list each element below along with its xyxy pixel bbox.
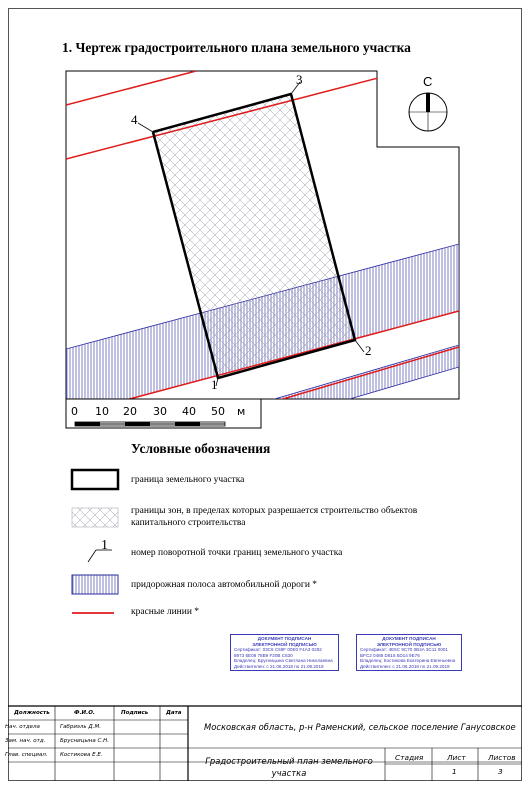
scale-bar: [66, 399, 261, 428]
page-title: 1. Чертеж градостроительного плана земельного участка: [62, 40, 411, 55]
tb-sheet-number: 1: [452, 767, 457, 776]
legend-sample-point: [88, 538, 112, 562]
scale-tick: 30: [153, 405, 167, 418]
scale-tick: 0: [71, 405, 78, 418]
legend-roadside-label: придорожная полоса автомобильной дороги *: [131, 580, 318, 590]
north-arrow-icon: [409, 93, 447, 131]
svg-text:1: 1: [101, 538, 108, 553]
scale-unit: м: [237, 405, 246, 418]
legend-parcel-label: граница земельного участка: [131, 475, 245, 485]
tb-header-signature: Подпись: [121, 710, 149, 716]
tb-row-name: Костикова Е.Е.: [60, 752, 103, 758]
tb-row-name: Брусницына С.Н.: [60, 738, 109, 744]
tb-document-name: Градостроительный план земельного участка: [205, 756, 373, 778]
scale-tick: 50: [211, 405, 225, 418]
tb-sheet-label: Лист: [447, 753, 466, 762]
scale-tick: 40: [182, 405, 196, 418]
legend-redline-label: красные линии *: [131, 607, 200, 617]
tb-header-date: Дата: [166, 710, 182, 716]
tb-sheets-label: Листов: [488, 753, 516, 762]
tb-sheets-count: 3: [498, 767, 503, 776]
legend-sample-zone: [72, 508, 118, 527]
tb-row-name: Габриэль Д.М.: [60, 724, 101, 730]
tb-header-position: Должность: [14, 710, 50, 716]
tb-header-name: Ф.И.О.: [74, 710, 96, 716]
tb-location: Московская область, р-н Раменский, сельское поселение Ганусовское: [204, 722, 516, 732]
legend-zone-label: границы зон, в пределах которых разрешается строительство объектов капитального строительства: [131, 506, 418, 528]
signature-stamp-2: ДОКУМЕНТ ПОДПИСАН ЭЛЕКТРОННОЙ ПОДПИСЬЮ Сертификат: 4E5C 9C70 0B4A 3C11 0001 BFC2 0488 D816 5D14 9E76 Владелец: Костикова Екатерина Евгеньевна Действителен: с 21.06.2018 по 21.09.2019: [356, 634, 462, 671]
point-label-2: 2: [365, 343, 372, 358]
tb-row-position: Зам. нач. отд.: [5, 738, 46, 744]
signature-stamp-1: ДОКУМЕНТ ПОДПИСАН ЭЛЕКТРОННОЙ ПОДПИСЬЮ Сертификат: 03C6 C69F 00E0 F4A3 0292 8973 6E08 78B9 F20B C630 Владелец: Брусницына Светлана Николаевна Действителен: с 21.06.2018 по 21.09.2019: [230, 634, 339, 671]
scale-tick: 20: [123, 405, 137, 418]
tb-stage-label: Стадия: [395, 753, 424, 762]
scale-tick: 10: [95, 405, 109, 418]
tb-row-position: Глав. специал.: [5, 752, 48, 758]
point-label-3: 3: [296, 72, 303, 87]
legend-heading: Условные обозначения: [131, 441, 271, 456]
legend-sample-roadside: [72, 575, 118, 594]
legend-point-label: номер поворотной точки границ земельного участка: [131, 548, 343, 558]
compass-label: С: [423, 74, 433, 89]
tb-row-position: Нач. отдела: [5, 724, 40, 730]
legend-sample-parcel: [72, 470, 118, 489]
point-label-4: 4: [131, 112, 138, 127]
point-label-1: 1: [211, 377, 218, 392]
